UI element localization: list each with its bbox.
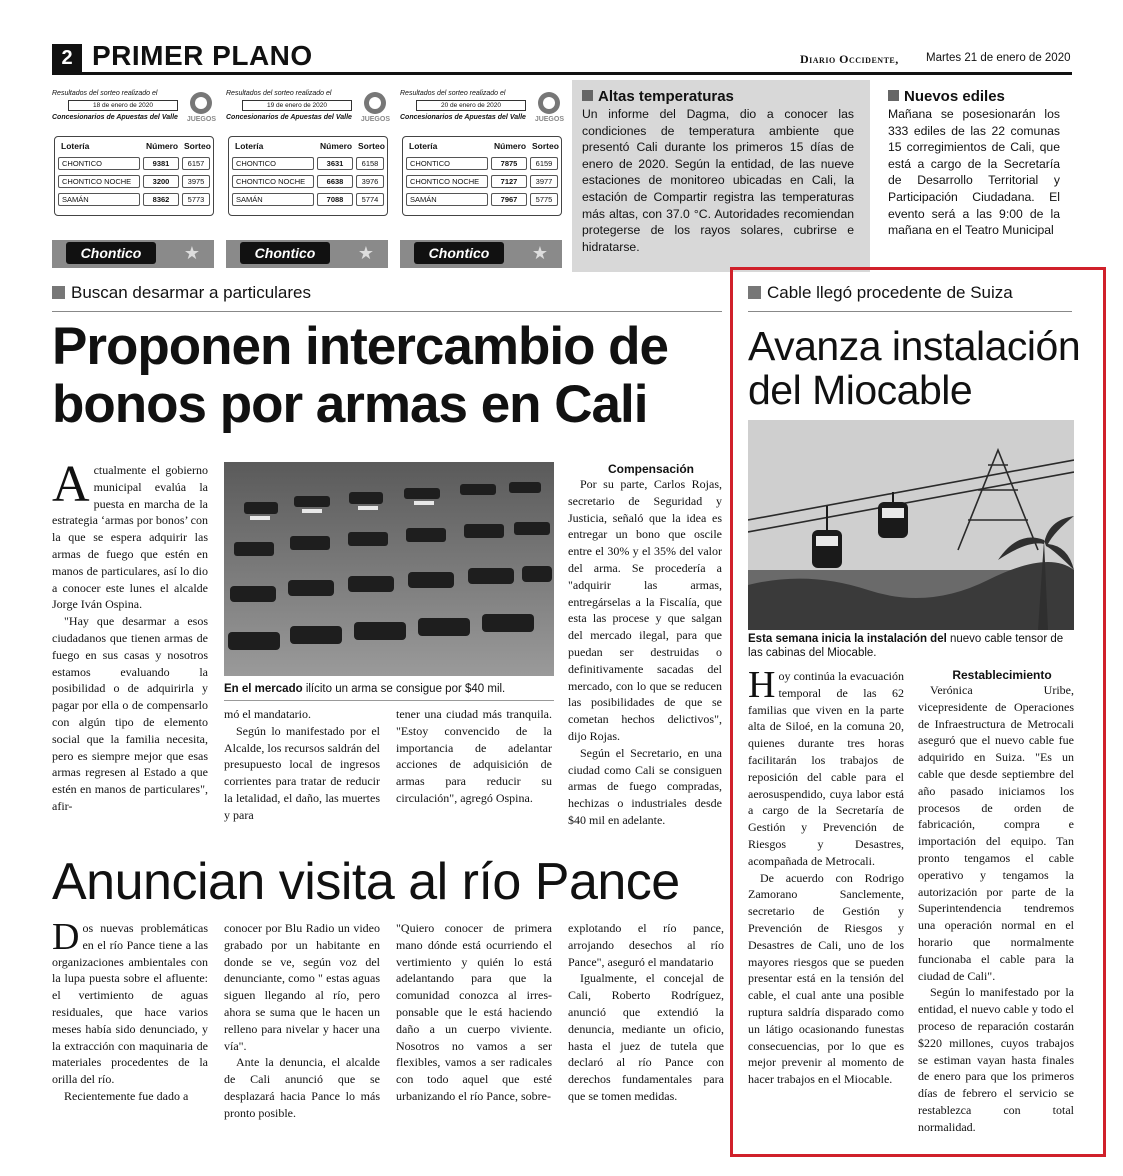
caption-bold: En el mercado <box>224 683 303 695</box>
subhead-compensation: Compensación <box>607 462 694 476</box>
lottery-draw: 5774 <box>356 193 384 206</box>
headline-weapons: Proponen intercambio de bonos por armas en Cali <box>52 317 669 434</box>
bullet-square <box>582 90 593 101</box>
article-kicker <box>748 283 1013 303</box>
lottery-number: 7875 <box>491 157 527 170</box>
lottery-draw: 6158 <box>356 157 384 170</box>
lottery-name: SAMÁN <box>232 193 314 206</box>
chontico-logo: Chontico <box>66 242 156 264</box>
lottery-row <box>406 157 558 170</box>
subhead-restablecimiento: Restablecimiento <box>952 668 1052 682</box>
lottery-name: CHONTICO <box>58 157 140 170</box>
lottery-table-header <box>58 140 210 152</box>
kicker-rule <box>748 311 1072 312</box>
lottery-card <box>52 90 216 270</box>
paragraph: explotando el río pance, arrojando desechos al río Pance", aseguró el mandatario <box>568 921 724 969</box>
juegos-logo-icon <box>364 92 386 114</box>
brief-ediles-title <box>888 88 1005 105</box>
article1-col2 <box>224 706 380 824</box>
paragraph: Según lo manifestado por la entidad, el nuevo cable y todo el proceso de reparación costarán $220 millones, cuyos trabajos se estiman vayan hasta finales de enero para que los primeros días de febrero el servicio se restablezca con total normalidad. <box>918 985 1074 1134</box>
lottery-row <box>232 175 384 188</box>
lottery-row <box>232 193 384 206</box>
header-rule <box>52 72 1072 75</box>
caption-rule <box>224 700 554 701</box>
brief-ediles-text: Mañana se posesionarán los 333 ediles de las 22 comunas 15 corregimientos de Cali, que está a cargo de la Secretaría de Desarrollo Territorial y Participación Ciudadana. El evento será a las 9:00 de la mañana en el Teatro Municipal <box>888 107 1060 238</box>
juegos-logo-icon <box>538 92 560 114</box>
lottery-draw: 3977 <box>530 175 558 188</box>
results-label: Resultados del sorteo realizado el <box>52 90 158 97</box>
col-header: Número <box>320 141 353 151</box>
article2-col1 <box>52 916 208 1105</box>
newspaper-name: Diario Occidente, <box>800 52 899 66</box>
lottery-number: 7967 <box>491 193 527 206</box>
paragraph: tener una ciudad más tranquila. "Estoy convencido de la importancia de adelantar acciones de adquisición de armas para reducir su circulación", agregó Ospina. <box>396 707 552 805</box>
lottery-card <box>400 90 564 270</box>
lottery-name: CHONTICO NOCHE <box>406 175 488 188</box>
paragraph: Ante la denuncia, el alcalde de Cali anunció que se desplazará hacia Pance lo más pronto posible. <box>224 1055 380 1120</box>
col-header: Sorteo <box>358 141 385 151</box>
kicker-rule <box>52 311 722 312</box>
lottery-number: 9381 <box>143 157 179 170</box>
bullet-square <box>888 90 899 101</box>
lottery-row <box>58 157 210 170</box>
draw-date: 19 de enero de 2020 <box>242 100 352 111</box>
lottery-table <box>228 136 388 216</box>
paragraph: De acuerdo con Rodrigo Zamorano Sanclemente, secretario de Gestión y Prevención de Riesgos y Desastres de Cali, uno de los mayores riesgos que se pueden presentar está en la tensión del cable, el cual ante una posible ruptura saldría disparado como un látigo ocasionando funestas consecuencias, por lo que es mejor prevenir al momento de hacer trabajos en el Miocable. <box>748 870 904 1087</box>
lottery-name: SAMÁN <box>58 193 140 206</box>
paragraph: "Quiero conocer de primera mano dónde está ocurriendo el vertimiento y quién lo está adelantando para que la comunidad conozca al irres-ponsable que le está haciendo daño a un cuerpo viviente. Nosotros no vamos a ser flexibles, vamos a ser radicales con todo aquel que esté urbanizando el río Pance, sobre- <box>396 921 552 1103</box>
lottery-name: CHONTICO NOCHE <box>232 175 314 188</box>
lottery-row <box>406 193 558 206</box>
concessionaire: Concesionarios de Apuestas del Valle <box>400 114 526 121</box>
lottery-card <box>226 90 390 270</box>
article1-col3 <box>396 706 552 807</box>
lottery-number: 3200 <box>143 175 179 188</box>
lottery-name: CHONTICO NOCHE <box>58 175 140 188</box>
juegos-logo-icon <box>190 92 212 114</box>
brand-label: JUEGOS <box>186 116 216 123</box>
lottery-number: 3631 <box>317 157 353 170</box>
lottery-name: CHONTICO <box>406 157 488 170</box>
lottery-table-header <box>232 140 384 152</box>
miocable-photo <box>748 420 1074 630</box>
chontico-banner <box>400 240 562 268</box>
lottery-number: 7088 <box>317 193 353 206</box>
lottery-table <box>402 136 562 216</box>
concessionaire: Concesionarios de Apuestas del Valle <box>52 114 178 121</box>
col-header: Número <box>494 141 527 151</box>
lottery-draw: 5775 <box>530 193 558 206</box>
lottery-number: 8362 <box>143 193 179 206</box>
draw-date: 18 de enero de 2020 <box>68 100 178 111</box>
lottery-table-header <box>406 140 558 152</box>
paragraph: Por su parte, Carlos Rojas, secretario de Seguridad y Justicia, señaló que la idea es entregar un bono que oscile entre el 30% y el 35% del valor del arma. Se procedería a "adquirir las armas, entregárselas a la Fiscalía, que esta las procese y que salgan del mercado ilegal, para que puedan ser destruidas o definitivamente sacadas del mercado, con lo que se reducen las posibilidades de que se cometan hechos delictivos", dijo Rojas. <box>568 477 722 743</box>
paragraph: os nuevas problemáticas en el río Pance tiene a las organizaciones ambientales con la lupa puesta sobre el afluente: el vertimiento de aguas residuales, que hace varios meses había sido denunciado, y la extracción con maquinaria de materiales procedentes de la orilla del río. <box>52 921 208 1087</box>
lottery-row <box>58 193 210 206</box>
miocable-photo-image <box>748 420 1074 630</box>
col-header: Sorteo <box>184 141 211 151</box>
col-header: Sorteo <box>532 141 559 151</box>
page-number: 2 <box>52 44 82 72</box>
lottery-draw: 5773 <box>182 193 210 206</box>
draw-date: 20 de enero de 2020 <box>416 100 526 111</box>
headline-miocable: Avanza instalación del Miocable <box>748 323 1081 413</box>
article2-col4 <box>568 920 724 1105</box>
results-label: Resultados del sorteo realizado el <box>400 90 506 97</box>
brief-title-text: Nuevos ediles <box>904 88 1005 105</box>
lottery-table <box>54 136 214 216</box>
caption-bold: Esta semana inicia la instalación del <box>748 633 947 645</box>
kicker-text: Cable llegó procedente de Suiza <box>767 283 1013 302</box>
lottery-draw: 3975 <box>182 175 210 188</box>
bullet-square <box>52 286 65 299</box>
paragraph: oy continúa la evacuación temporal de las 62 familias que viven en la parte alta de Siloé, en la comuna 20, quienes durante tres horas facilitarán los trabajos de reposición del cable para el aerosuspendido, cuya labor está a cargo de la Secretaría de Gestión y Prevención de Riesgos y Desastres, acompañada de Metrocali. <box>748 669 904 868</box>
col-header: Lotería <box>61 141 90 151</box>
lottery-row <box>58 175 210 188</box>
paragraph: Igualmente, el concejal de Cali, Roberto Rodríguez, anunció que extendió la denuncia, mediante un oficio, hasta el juez de tutela que declaró al río Pance con derechos fundamentales para que se tomen medidas. <box>568 971 724 1103</box>
concessionaire: Concesionarios de Apuestas del Valle <box>226 114 352 121</box>
lottery-name: SAMÁN <box>406 193 488 206</box>
article2-col3 <box>396 920 552 1105</box>
paragraph: ctualmente el gobierno municipal evalúa la puesta en marcha de la estrategia ‘armas por bonos’ con la que se espera adquirir las armas de fuego que estén en manos de particulares, así lo dio a conocer este lunes el alcalde Jorge Iván Ospina. <box>52 463 208 612</box>
drop-cap: H <box>748 664 776 706</box>
article-kicker <box>52 283 311 303</box>
brief-temperatures-text: Un informe del Dagma, dio a conocer las condiciones de temperatura ambiente que presentó Cali durante los primeros 15 días de enero de 2020. Según la entidad, de las nueve estaciones de monitoreo ubicadas en Cali, la estación de Compartir registra las temperaturas más altas, con 37.0 °C. Autoridades recomiendan protegerse de los rayos solares, cubrirse e hidratarse. <box>582 107 854 254</box>
paragraph: Verónica Uribe, vicepresidente de Operaciones de Infraestructura de Metrocali aseguró que el nuevo cable fue adquirido en Suiza. "Es un cable que desde septiembre del año pasado iniciamos los procesos de orden de fabricación, compra e importación del equipo. Tan pronto tengamos el cable operativo y tengamos la autorización por parte de la Superintendencia tendremos una operación normal en el horario que normalmente funcionaba el cable para la ciudad de Cali". <box>918 683 1074 983</box>
lottery-number: 6638 <box>317 175 353 188</box>
lottery-row <box>232 157 384 170</box>
kicker-text: Buscan desarmar a particulares <box>71 283 312 302</box>
miocable-photo-caption <box>748 632 1074 660</box>
lottery-row <box>406 175 558 188</box>
star-icon: ★ <box>183 243 200 263</box>
chontico-logo: Chontico <box>240 242 330 264</box>
col-header: Lotería <box>409 141 438 151</box>
drop-cap: A <box>52 456 90 513</box>
weapons-photo-caption <box>224 682 554 696</box>
article3-col1 <box>748 664 904 1088</box>
lottery-name: CHONTICO <box>232 157 314 170</box>
brief-temperatures-title <box>582 88 734 105</box>
bullet-square <box>748 286 761 299</box>
brand-label: JUEGOS <box>534 116 564 123</box>
weapons-photo <box>224 462 554 676</box>
paragraph: mó el mandatario. <box>224 707 311 721</box>
paragraph: "Hay que desarmar a esos ciudadanos que tienen armas de fuego en sus casas y nosotros estamos evaluando la posibilidad o de adquirirla y pagar por ella o de compensarlo con algún tipo de elemento social que la familia necesita, pero es siempre mejor que esas armas regresen al Estado a que estén en manos de particulares", afir- <box>52 614 208 813</box>
lottery-draw: 6159 <box>530 157 558 170</box>
chontico-banner <box>226 240 388 268</box>
star-icon: ★ <box>531 243 548 263</box>
paragraph: conocer por Blu Radio un video grabado por un habitante en donde se ve, según voz del denunciante, como " estas aguas siguen llegando al río, pero ahora se suma que le hacen un relleno para nivelar y hacer una vía". <box>224 921 380 1053</box>
headline-pance: Anuncian visita al río Pance <box>52 853 680 911</box>
paragraph: Según lo manifestado por el Alcalde, los recursos saldrán del presupuesto local de ingresos corrientes para tratar de reducir la letalidad, el daño, las muertes y para <box>224 723 380 822</box>
col-header: Número <box>146 141 179 151</box>
article1-col1 <box>52 456 208 815</box>
weapons-photo-image <box>224 462 554 676</box>
article3-col2 <box>918 668 1074 1136</box>
star-icon: ★ <box>357 243 374 263</box>
drop-cap: D <box>52 916 80 958</box>
lottery-draw: 3976 <box>356 175 384 188</box>
brand-label: JUEGOS <box>360 116 390 123</box>
lottery-number: 7127 <box>491 175 527 188</box>
issue-date: Martes 21 de enero de 2020 <box>926 52 1071 64</box>
lottery-draw: 6157 <box>182 157 210 170</box>
col-header: Lotería <box>235 141 264 151</box>
article1-col4 <box>568 462 722 829</box>
brief-title-text: Altas temperaturas <box>598 88 734 105</box>
caption-text: ilícito un arma se consigue por $40 mil. <box>302 683 506 695</box>
paragraph: Recientemente fue dado a <box>64 1088 189 1103</box>
caption-text: nuevo cable tensor de las cabinas del Miocable. <box>748 633 1064 659</box>
chontico-logo: Chontico <box>414 242 504 264</box>
paragraph: Según el Secretario, en una ciudad como Cali se consiguen armas de fuego compradas, hechizas o industriales desde $40 mil en adelante. <box>568 745 722 827</box>
chontico-banner <box>52 240 214 268</box>
article2-col2 <box>224 920 380 1122</box>
results-label: Resultados del sorteo realizado el <box>226 90 332 97</box>
section-title: PRIMER PLANO <box>92 40 313 71</box>
